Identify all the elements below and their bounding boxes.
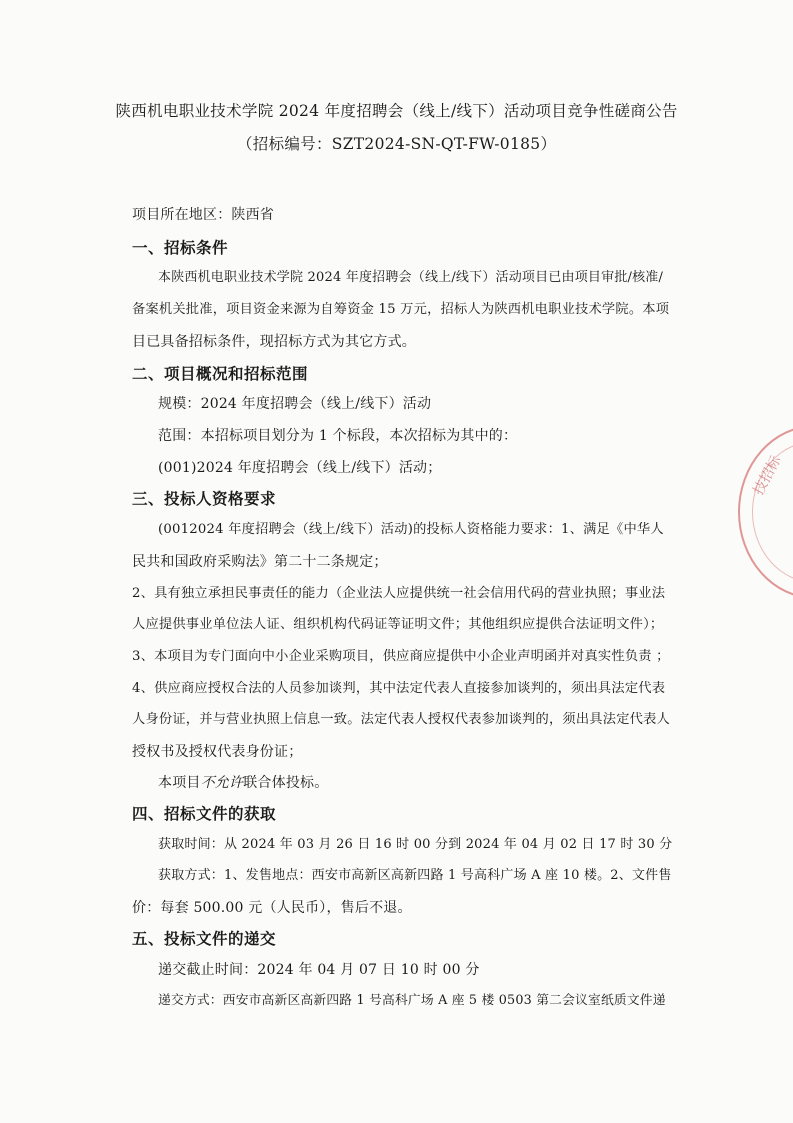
section-3-line: 人身份证，并与营业执照上信息一致。法定代表人授权代表参加谈判的，须出具法定代表人 [132,712,671,727]
section-3-line: 4、供应商应授权合法的人员参加谈判，其中法定代表人直接参加谈判的，须出具法定代表 [132,681,666,696]
section-2-line: (001)2024 年度招聘会（线上/线下）活动； [158,460,442,476]
section-2-heading: 二、项目概况和招标范围 [132,365,309,383]
document-title: 陕西机电职业技术学院 2024 年度招聘会（线上/线下）活动项目竞争性磋商公告 [115,102,678,120]
section-3-line: 授权书及授权代表身份证； [132,744,303,760]
section-5-line: 递交方式：西安市高新区高新四路 1 号高科广场 A 座 5 楼 0503 第二会议室纸质文件递 [158,993,666,1008]
section-4-line: 获取方式：1、发售地点：西安市高新区高新四路 1 号高科广场 A 座 10 楼。2、文件售 [158,868,672,883]
tender-number: （招标编号：SZT2024-SN-QT-FW-0185） [237,135,557,153]
section-4-line: 价：每套 500.00 元（人民币），售后不退。 [132,900,412,916]
section-1-heading: 一、招标条件 [132,239,229,257]
section-2-line: 规模：2024 年度招聘会（线上/线下）活动 [158,396,432,412]
section-3-line: (0012024 年度招聘会（线上/线下）活动)的投标人资格能力要求：1、满足《中华人 [158,522,664,537]
seal-text: 技招标 [750,453,785,498]
section-3-line: 民共和国政府采购法》第二十二条规定； [132,554,388,570]
project-region: 项目所在地区：陕西省 [132,207,274,223]
section-3-line: 2、具有独立承担民事责任的能力（企业法人应提供统一社会信用代码的营业执照；事业法 [132,586,666,601]
official-seal [738,425,793,599]
section-5-line: 递交截止时间：2024 年 04 月 07 日 10 时 00 分 [158,962,480,978]
section-4-heading: 四、招标文件的获取 [132,805,277,823]
consortium-emphasis: 不允许 [200,775,244,791]
consortium-post: 联合体投标。 [243,775,329,791]
section-1-line: 本陕西机电职业技术学院 2024 年度招聘会（线上/线下）活动项目已由项目审批/核准/ [158,270,664,285]
section-3-line: 人应提供事业单位法人证、组织机构代码证等证明文件；其他组织应提供合法证明文件）； [132,617,664,632]
section-5-heading: 五、投标文件的递交 [132,930,277,948]
consortium-line [158,773,328,793]
section-1-line: 备案机关批准，项目资金来源为自筹资金 15 万元，招标人为陕西机电职业技术学院。本项 [132,302,670,317]
section-3-line: 3、本项目为专门面向中小企业采购项目，供应商应提供中小企业声明函并对真实性负责 ； [132,649,670,664]
section-2-line: 范围：本招标项目划分为 1 个标段，本次招标为其中的： [158,428,518,444]
section-3-heading: 三、投标人资格要求 [132,490,277,508]
section-1-line: 目已具备招标条件，现招标方式为其它方式。 [132,334,416,350]
consortium-pre: 本项目 [158,775,201,791]
section-4-line: 获取时间：从 2024 年 03 月 26 日 16 时 00 分到 2024 年 04 月 02 日 17 时 30 分 [158,837,673,852]
